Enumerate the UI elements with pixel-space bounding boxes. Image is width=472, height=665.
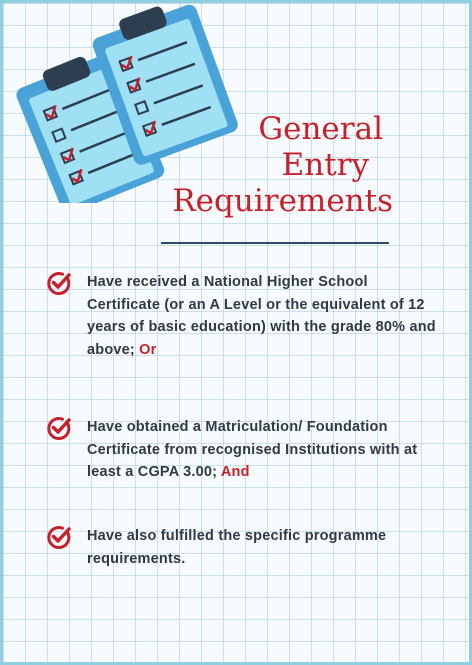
requirement-body: Have also fulfilled the specific programme requirements. xyxy=(87,528,387,567)
page-title xyxy=(133,111,393,219)
requirement-conjunction: And xyxy=(220,464,250,480)
check-circle-icon xyxy=(45,523,73,551)
requirement-conjunction: Or xyxy=(139,341,157,358)
list-item xyxy=(45,416,445,484)
requirement-body: Have obtained a Matriculation/ Foundation Certificate from recognised Institutions with at least a CGPA 3.00; xyxy=(87,419,418,480)
requirement-body: Have received a National Higher School Certificate (or an A Level or the equivalent of 12 years of basic education) with the grade 80% and above; xyxy=(87,274,436,358)
title-line-1: General xyxy=(258,111,383,147)
check-circle-icon xyxy=(45,269,73,297)
requirement-text xyxy=(87,271,437,361)
requirement-text xyxy=(87,525,437,570)
requirement-text xyxy=(87,416,437,484)
list-item xyxy=(45,271,445,361)
title-line-3: Requirements xyxy=(172,183,393,219)
list-item xyxy=(45,525,445,570)
title-line-2: Entry xyxy=(281,147,369,183)
title-divider xyxy=(161,242,389,244)
check-circle-icon xyxy=(45,414,73,442)
